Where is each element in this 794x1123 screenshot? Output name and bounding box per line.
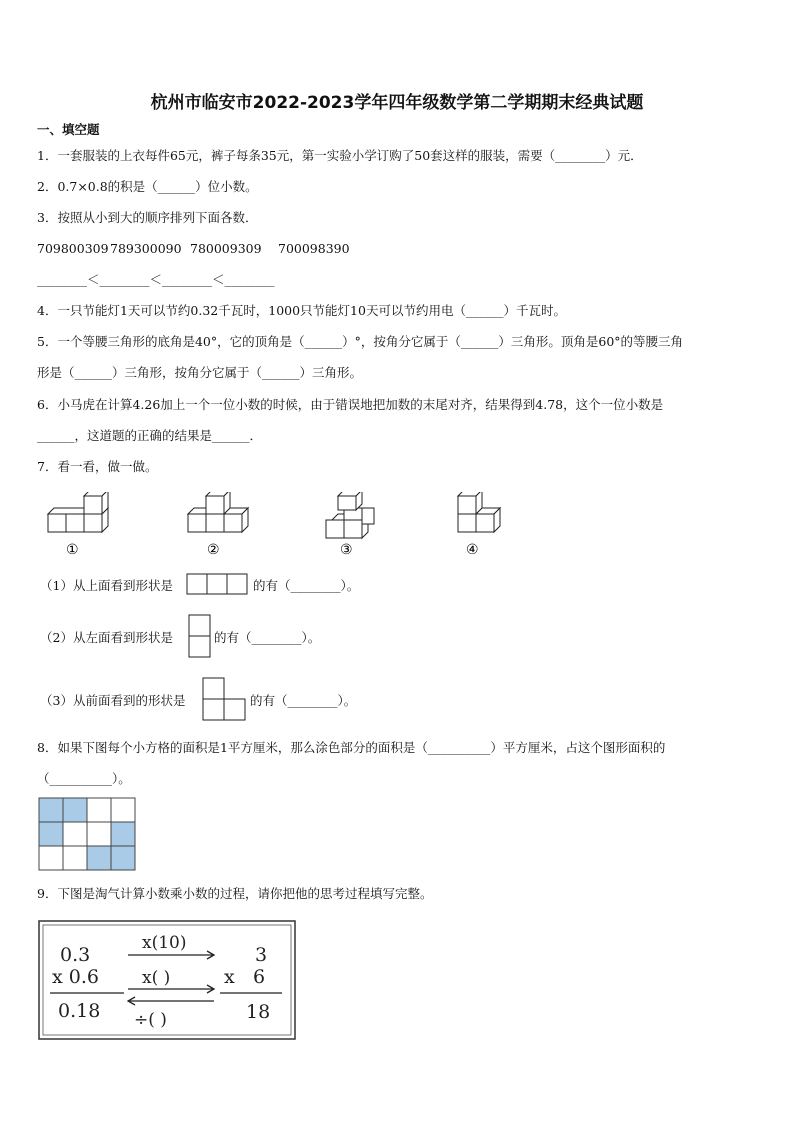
question-9: 9．下图是淘气计算小数乘小数的过程，请你把他的思考过程填写完整。: [37, 886, 433, 901]
arrow-bottom-label: ÷( ): [134, 1010, 167, 1030]
q7-sub-3-prefix: （3）从前面看到的形状是: [40, 693, 186, 708]
figure-label-2: ②: [207, 542, 220, 558]
q7-sub-2-suffix: 的有（________）。: [214, 630, 321, 645]
empty-cell: [87, 798, 111, 822]
cube-figure-2: [188, 492, 248, 532]
question-8-line-1: 8．如果下图每个小方格的面积是1平方厘米，那么涂色部分的面积是（__________）平方厘米，占这个图形面积的: [37, 740, 666, 755]
q7-sub-1-prefix: （1）从上面看到形状是: [40, 578, 173, 593]
figure-label-3: ③: [340, 542, 353, 558]
figure-label-4: ④: [466, 542, 479, 558]
question-4: 4．一只节能灯1天可以节约0.32千瓦时，1000只节能灯10天可以节约用电（______）千瓦时。: [37, 303, 566, 318]
q7-sub-3-suffix: 的有（________）。: [250, 693, 357, 708]
question-5-line-1: 5．一个等腰三角形的底角是40°，它的顶角是（______）°，按角分它属于（______）三角形。顶角是60°的等腰三角: [37, 334, 684, 349]
right-top-number: 3: [255, 944, 268, 966]
question-1: 1．一套服装的上衣每件65元，裤子每条35元，第一实验小学订购了50套这样的服装，需要（________）元．: [37, 148, 643, 163]
question-6-line-1: 6．小马虎在计算4.26加上一个一位小数的时候，由于错误地把加数的末尾对齐，结果得到4.78，这个一位小数是: [37, 397, 664, 412]
shaded-cell: [63, 798, 87, 822]
empty-cell: [111, 798, 135, 822]
right-times-sign: x: [224, 966, 235, 988]
section-heading: 一、填空题: [37, 122, 100, 137]
shaded-grid: [38, 797, 136, 871]
empty-cell: [63, 822, 87, 846]
q3-number-2: 789300090: [110, 241, 182, 256]
shaded-cell: [39, 798, 63, 822]
empty-cell: [63, 846, 87, 870]
right-mid-number: 6: [253, 966, 266, 988]
cube-figures: [40, 492, 510, 560]
question-2: 2．0.7×0.8的积是（______）位小数。: [37, 179, 258, 194]
q7-sub-2-prefix: （2）从左面看到形状是: [40, 630, 173, 645]
question-8-line-2: （__________）。: [37, 771, 131, 786]
shaded-cell: [39, 822, 63, 846]
page-title: 杭州市临安市2022-2023学年四年级数学第二学期期末经典试题: [150, 93, 644, 113]
shaded-cell: [111, 822, 135, 846]
q3-number-3: 780009309: [190, 241, 262, 256]
q3-answer-blanks: ________＜________＜________＜________: [37, 272, 275, 287]
q3-number-4: 700098390: [278, 241, 350, 256]
left-mid-number: x 0.6: [52, 966, 99, 988]
empty-cell: [39, 846, 63, 870]
question-6-line-2: ______，这道题的正确的结果是______．: [37, 428, 263, 443]
left-bottom-number: 0.18: [58, 1000, 101, 1022]
left-view-shape: [188, 614, 212, 660]
q3-number-1: 709800309: [37, 241, 109, 256]
question-3: 3．按照从小到大的顺序排列下面各数．: [37, 210, 258, 225]
q7-sub-1-suffix: 的有（________）。: [253, 578, 360, 593]
top-view-shape: [186, 573, 250, 597]
arrow-top-label: x(10): [142, 933, 187, 953]
cube-figure-1: [48, 492, 108, 532]
arrow-mid-label: x( ): [142, 968, 171, 988]
question-5-line-2: 形是（______）三角形，按角分它属于（______）三角形。: [37, 365, 363, 380]
question-7: 7．看一看，做一做。: [37, 459, 158, 474]
empty-cell: [87, 822, 111, 846]
left-top-number: 0.3: [60, 944, 91, 966]
multiplication-process-figure: [36, 917, 300, 1045]
right-bottom-number: 18: [246, 1001, 271, 1023]
figure-label-1: ①: [66, 542, 79, 558]
front-view-shape: [202, 677, 248, 723]
shaded-cell: [87, 846, 111, 870]
cube-figure-3: [326, 492, 374, 538]
shaded-cell: [111, 846, 135, 870]
cube-figure-4: [458, 492, 500, 532]
